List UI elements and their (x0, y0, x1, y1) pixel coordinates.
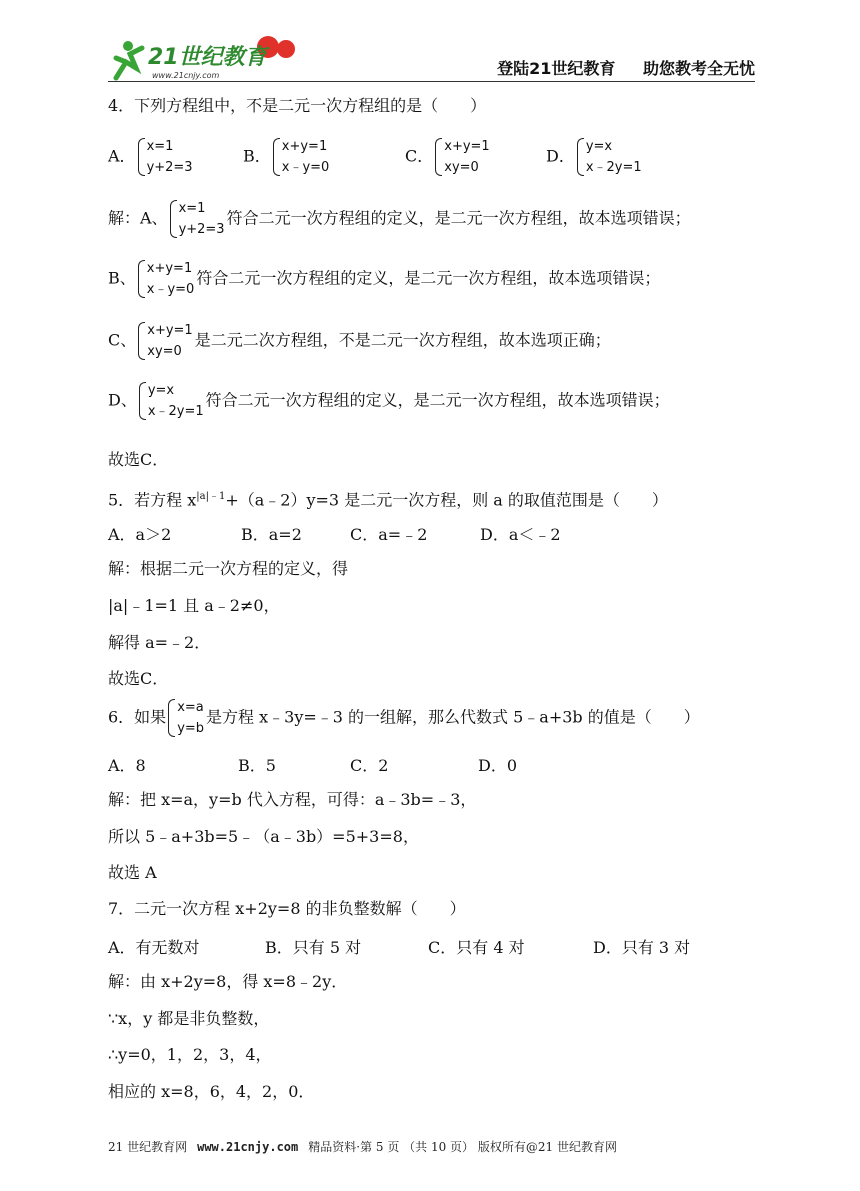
q5-solution-3: 解得 a=﹣2． (108, 633, 211, 652)
q6-stem: 6．如果 x=a y=b 是方程 x﹣3y=﹣3 的一组解，那么代数式 5﹣a+3b 的值是（ ） (108, 697, 700, 739)
footer-left: 21 世纪教育网 (108, 1140, 188, 1154)
q4-solution-c: C、 x+y=1 xy=0 是二元二次方程组，不是二元一次方程组，故本选项正确； (108, 320, 611, 362)
q7-solution-2: ∵x，y 都是非负整数， (108, 1009, 270, 1028)
q6-solution-1: 解：把 x=a，y=b 代入方程，可得：a﹣3b=﹣3， (108, 790, 477, 809)
runner-icon (116, 48, 142, 78)
footer-site-link[interactable]: www.21cnjy.com (197, 1140, 299, 1154)
q4-option-c: C． x+y=1 xy=0 (405, 136, 492, 178)
q5-answer: 故选C． (108, 669, 169, 688)
q7-option-b: B．只有 5 对 (265, 938, 362, 957)
q4-stem: 4．下列方程组中，不是二元一次方程组的是（ ） (108, 96, 487, 115)
logo-url: www.21cnjy.com (152, 71, 220, 80)
q4-option-d: D． y=x x﹣2y=1 (546, 136, 644, 178)
q7-solution-1: 解：由 x+2y=8，得 x=8﹣2y． (108, 972, 348, 991)
q5-option-a: A．a＞2 (108, 525, 172, 544)
q5-stem: 5．若方程 $x^{|a|﹣1}+(a﹣2)y=3$ 是二元一次方程，则 a 的取值范围是（ ） (108, 490, 668, 510)
equation-system: x+y=1 x﹣y=0 (273, 136, 330, 178)
runner-head-icon (123, 41, 133, 51)
q7-option-a: A．有无数对 (108, 938, 200, 957)
q6-option-a: A．8 (108, 756, 146, 775)
q7-option-d: D．只有 3 对 (593, 938, 691, 957)
equation-system: x=1 y+2=3 (138, 136, 193, 178)
q7-solution-3: ∴y=0，1，2，3，4， (108, 1045, 272, 1064)
q5-option-d: D．a＜﹣2 (480, 525, 561, 544)
q5-option-c: C．a=﹣2 (350, 525, 428, 544)
q5-option-b: B．a=2 (241, 525, 302, 544)
equation-system: x=1 y+2=3 (170, 198, 225, 240)
header-rule (108, 81, 755, 82)
q7-stem: 7．二元一次方程 x+2y=8 的非负整数解（ ） (108, 899, 466, 918)
equation-system: x+y=1 xy=0 (435, 136, 489, 178)
q7-solution-4: 相应的 x=8，6，4，2，0． (108, 1082, 315, 1101)
equation-system: x=a y=b (168, 697, 204, 739)
q6-option-c: C．2 (350, 756, 389, 775)
logo (108, 34, 308, 84)
q4-answer: 故选C． (108, 450, 169, 469)
equation-system: x+y=1 x﹣y=0 (138, 258, 195, 300)
equation-system: x+y=1 xy=0 (138, 320, 192, 362)
q5-solution-1: 解：根据二元一次方程的定义，得 (108, 559, 349, 578)
logo-text: 21世纪教育 (148, 45, 267, 70)
q4-solution-a: 解：A、 x=1 y+2=3 符合二元一次方程组的定义，是二元一次方程组，故本选项错误； (108, 198, 691, 240)
q6-option-b: B．5 (238, 756, 276, 775)
footer-right: 精品资料·第 5 页 （共 10 页） 版权所有@21 世纪教育网 (308, 1140, 617, 1154)
header-slogan: 登陆21世纪教育 助您教考全无忧 (497, 59, 755, 78)
q4-solution-d: D、 y=x x﹣2y=1 符合二元一次方程组的定义，是二元一次方程组，故本选项错误； (108, 380, 670, 422)
q4-option-b: B． x+y=1 x﹣y=0 (243, 136, 331, 178)
q4-solution-b: B、 x+y=1 x﹣y=0 符合二元一次方程组的定义，是二元一次方程组，故本选项错误； (108, 258, 660, 300)
equation-system: y=x x﹣2y=1 (577, 136, 642, 178)
footer (108, 1138, 617, 1155)
q6-solution-2: 所以 5﹣a+3b=5﹣（a﹣3b）=5+3=8， (108, 827, 419, 846)
equation-system: y=x x﹣2y=1 (139, 380, 204, 422)
q5-solution-2: |a|﹣1=1 且 a﹣2≠0， (108, 596, 280, 615)
q7-option-c: C．只有 4 对 (428, 938, 525, 957)
q4-option-a: A． x=1 y+2=3 (108, 136, 195, 178)
q6-answer: 故选 A (108, 863, 157, 882)
q6-option-d: D．0 (478, 756, 518, 775)
